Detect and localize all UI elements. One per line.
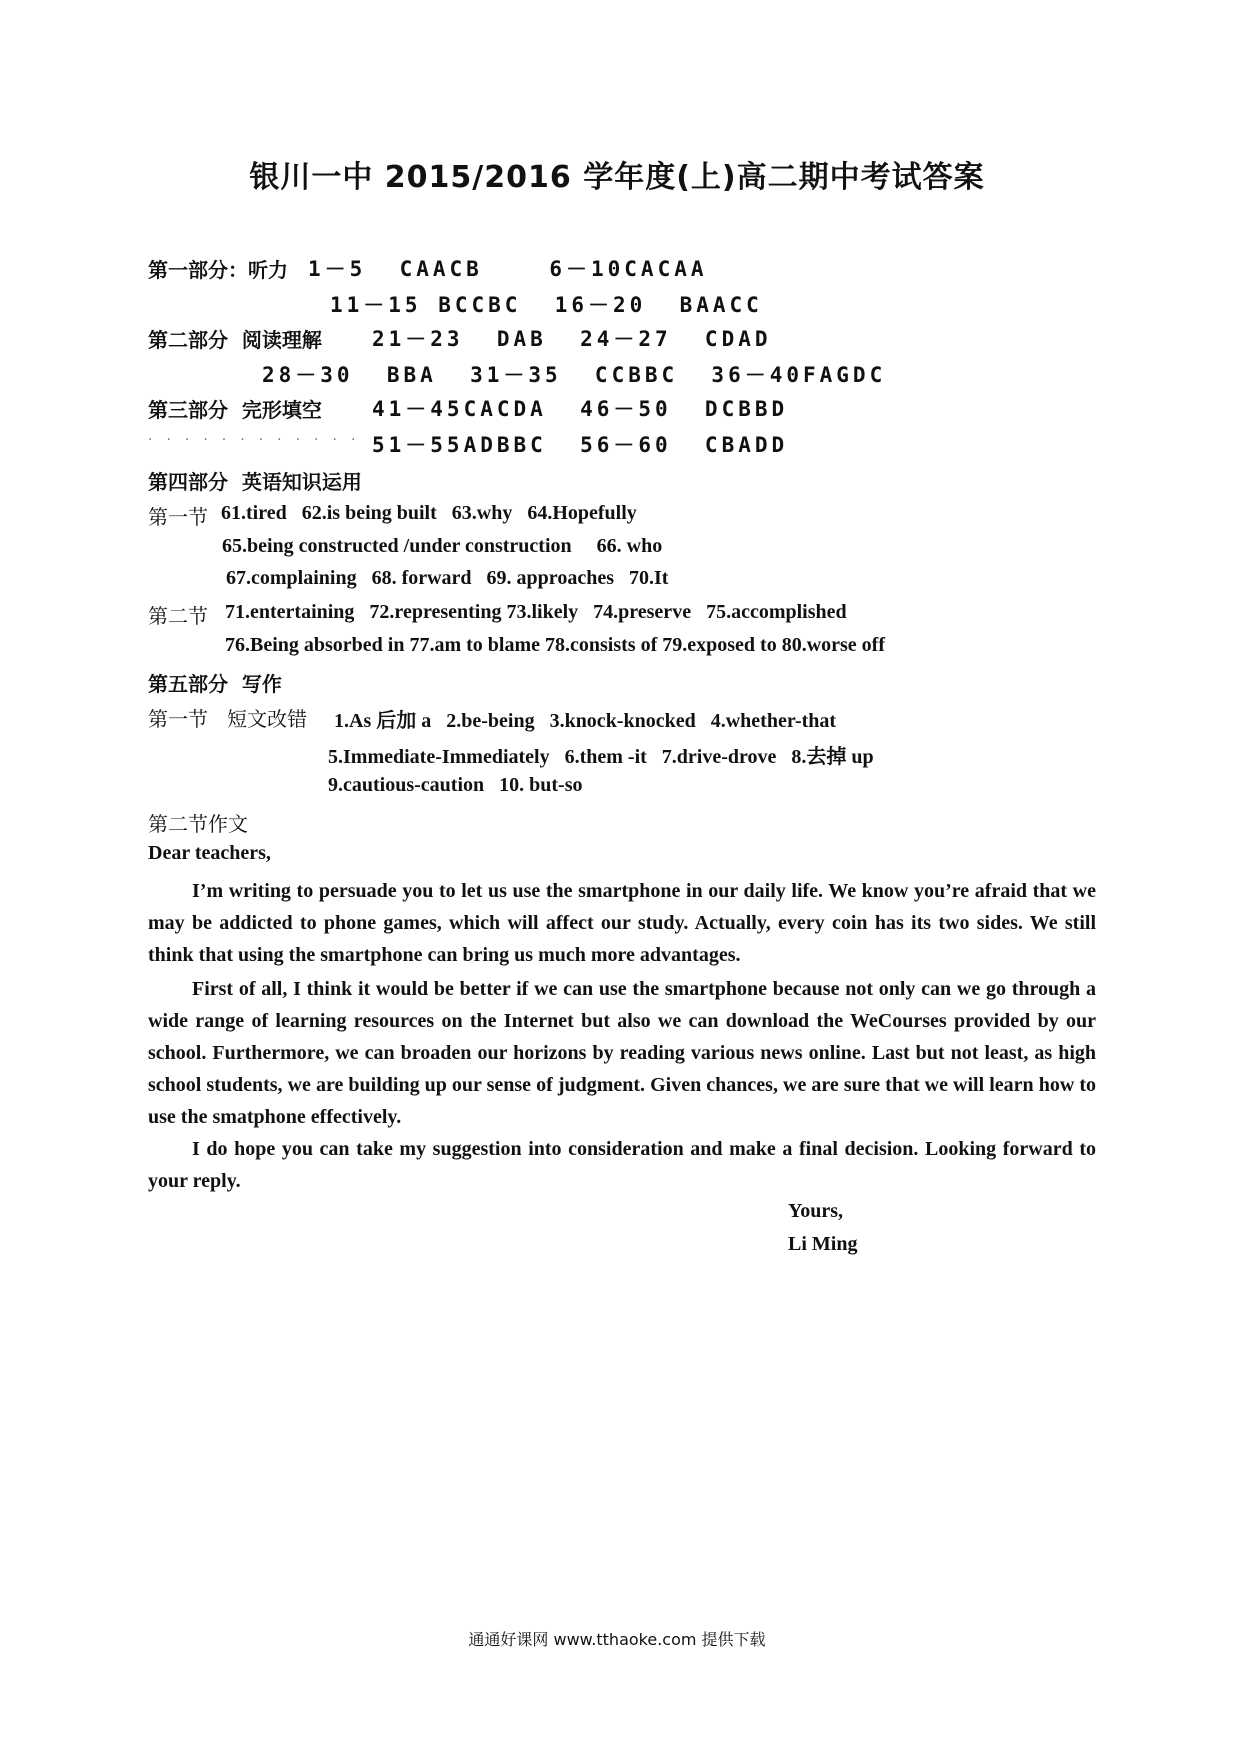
dotted-leader: ············ [148, 432, 370, 448]
part5-section1-line1: 1.As 后加 a 2.be-being 3.knock-knocked 4.whether-that [334, 710, 837, 732]
part4-section1-line3: 67.complaining 68. forward 69. approaches 70.It [226, 567, 669, 589]
part5-label: 第五部分 写作 [148, 672, 282, 696]
page-footer: 通通好课网 www.tthaoke.com 提供下载 [468, 1630, 766, 1649]
essay-paragraph-2: First of all, I think it would be better if we can use the smartphone because not only can we go through a wide range of learning resources on the Internet but also we can download the WeCourses provided by our school. Furthermore, we can broaden our horizons by reading various news online. Last but not least, as high school students, we are building up our sense of judgment. Given chances, we are sure that we will learn how to use the smatphone effectively. [148, 978, 1096, 1128]
essay-closing: Yours, [788, 1200, 844, 1222]
essay-salutation: Dear teachers, [148, 842, 271, 864]
part5-section1-line3: 9.cautious-caution 10. but-so [328, 774, 583, 796]
part4-label: 第四部分 英语知识运用 [148, 470, 362, 494]
part3-label: 第三部分 完形填空 [148, 398, 322, 422]
part4-section2-label: 第二节 [148, 604, 208, 628]
part4-section1-line1: 61.tired 62.is being built 63.why 64.Hopefully [221, 502, 637, 524]
part1-answers-line2: 11－15 BCCBC 16－20 BAACC [330, 293, 763, 317]
part2-answers-line2: 28－30 BBA 31－35 CCBBC 36－40FAGDC [262, 363, 887, 387]
essay-signature: Li Ming [788, 1233, 858, 1255]
essay-paragraph-3: I do hope you can take my suggestion into consideration and make a final decision. Looking forward to your reply. [148, 1138, 1096, 1192]
part4-section1-line2: 65.being constructed /under construction 66. who [222, 535, 663, 557]
part4-section2-line1: 71.entertaining 72.representing 73.likely 74.preserve 75.accomplished [225, 601, 847, 623]
part2-label: 第二部分 阅读理解 [148, 328, 322, 352]
part2-answers-line1: 21－23 DAB 24－27 CDAD [372, 327, 772, 351]
part1-label: 第一部分：听力 [148, 258, 288, 282]
part3-answers-line2: 51－55ADBBC 56－60 CBADD [372, 433, 789, 457]
part1-answers-line1: 1－5 CAACB 6－10CACAA [308, 257, 708, 281]
part5-section1-label: 第一节 短文改错 [148, 707, 308, 731]
page-title: 银川一中 2015/2016 学年度(上)高二期中考试答案 [249, 160, 985, 195]
essay-paragraph-1: I’m writing to persuade you to let us use the smartphone in our daily life. We know you’re afraid that we may be addicted to phone games, which will affect our study. Actually, every coin has its two sides. We still think that using the smartphone can bring us much more advantages. [148, 880, 1096, 966]
part4-section2-line2: 76.Being absorbed in 77.am to blame 78.consists of 79.exposed to 80.worse off [225, 634, 885, 656]
part5-section2-label: 第二节作文 [148, 812, 248, 836]
part4-section1-label: 第一节 [148, 505, 208, 529]
part5-section1-line2: 5.Immediate-Immediately 6.them -it 7.drive-drove 8.去掉 up [328, 746, 874, 768]
part3-answers-line1: 41－45CACDA 46－50 DCBBD [372, 397, 789, 421]
